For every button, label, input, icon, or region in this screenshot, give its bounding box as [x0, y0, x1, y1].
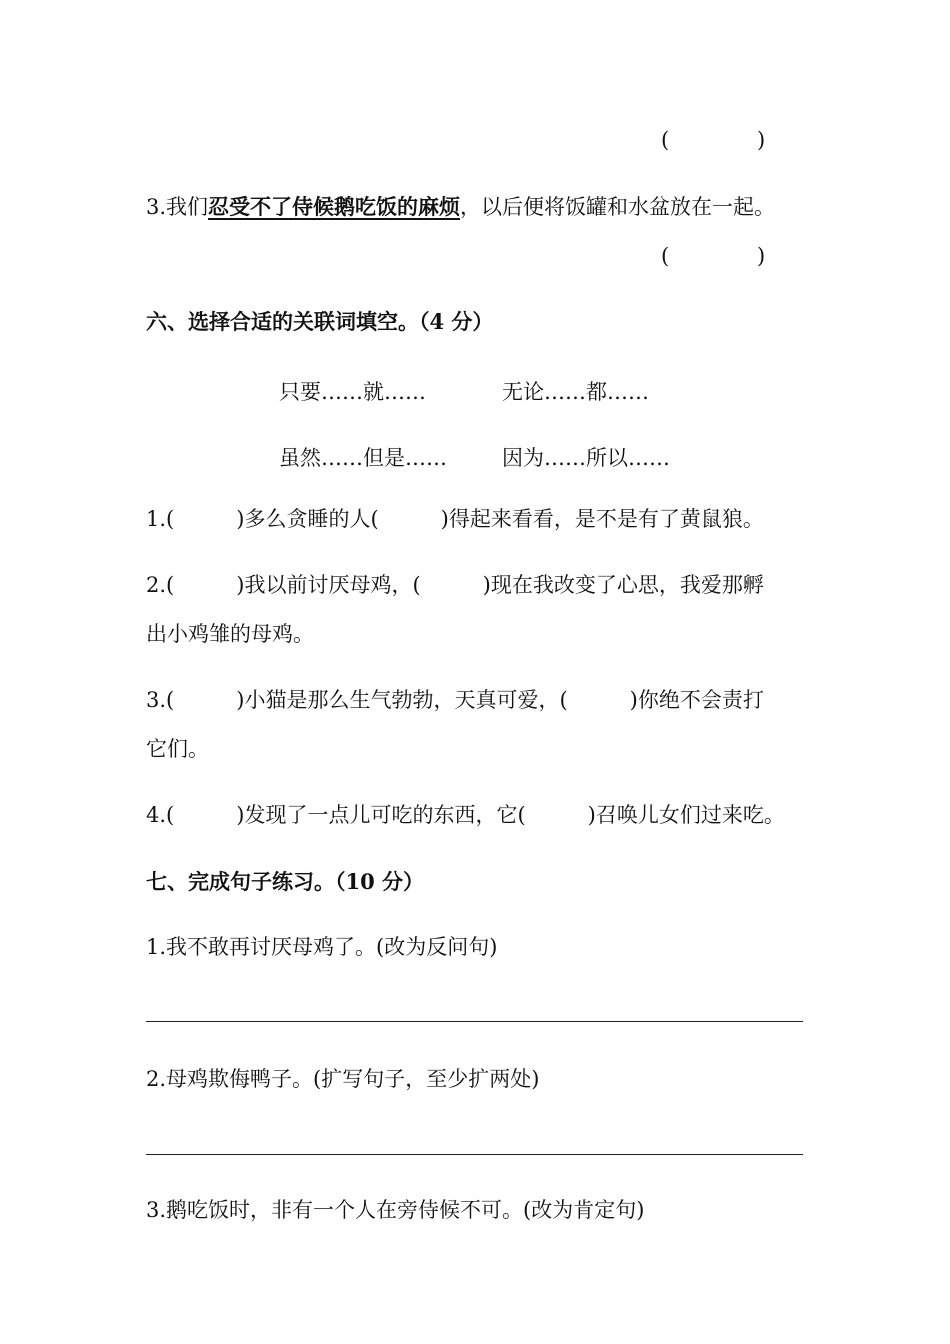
underlined-phrase: 忍受不了侍候鹅吃饭的麻烦 [208, 194, 461, 219]
question-7-3: 3.鹅吃饭时，非有一个人在旁侍候不可。(改为肯定句) [146, 1198, 645, 1222]
answer-line[interactable] [146, 1021, 803, 1022]
question-6-2: 2.( )我以前讨厌母鸡，( )现在我改变了心思，我爱那孵 [146, 573, 764, 597]
question-6-4: 4.( )发现了一点儿可吃的东西，它( )召唤儿女们过来吃。 [146, 803, 785, 827]
question-6-3-continued: 它们。 [146, 737, 209, 761]
conjunction-option: 只要……就…… [279, 380, 426, 404]
question-5-3: 3.我们忍受不了侍候鹅吃饭的麻烦，以后便将饭罐和水盆放在一起。 [146, 194, 776, 219]
question-6-2-continued: 出小鸡雏的母鸡。 [146, 622, 314, 646]
conjunction-option: 因为……所以…… [502, 446, 670, 470]
conjunction-option: 无论……都…… [502, 380, 649, 404]
question-7-1: 1.我不敢再讨厌母鸡了。(改为反问句) [146, 935, 498, 959]
section-6-title: 六、选择合适的关联词填空。（4 分） [146, 309, 494, 334]
question-6-1: 1.( )多么贪睡的人( )得起来看看，是不是有了黄鼠狼。 [146, 507, 764, 531]
answer-line[interactable] [146, 1154, 803, 1155]
conjunction-option: 虽然……但是…… [279, 446, 447, 470]
question-6-3: 3.( )小猫是那么生气勃勃，天真可爱，( )你绝不会责打 [146, 688, 764, 712]
question-7-2: 2.母鸡欺侮鸭子。(扩写句子，至少扩两处) [146, 1067, 540, 1091]
section-7-title: 七、完成句子练习。（10 分） [146, 869, 425, 894]
